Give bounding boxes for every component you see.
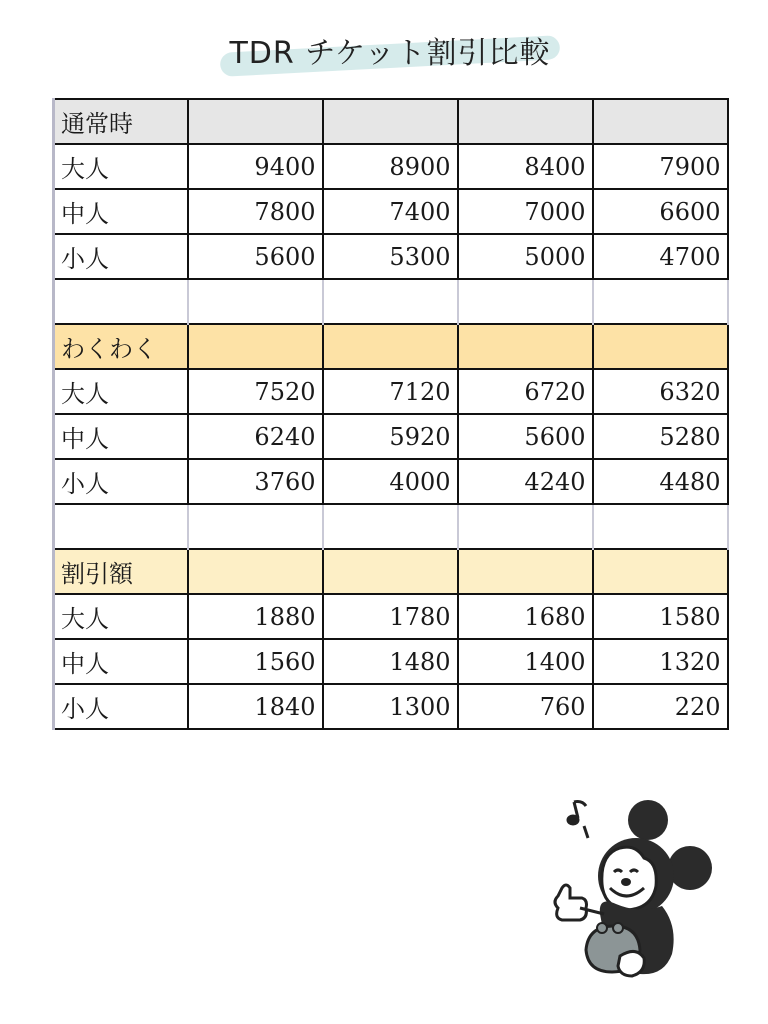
table-cell: 6720	[458, 369, 593, 414]
table-cell: 5280	[593, 414, 728, 459]
page-title: TDR チケット割引比較	[229, 36, 551, 71]
header-cell	[323, 99, 458, 144]
table-cell: 9400	[188, 144, 323, 189]
table-row	[54, 234, 728, 279]
table-cell: 4000	[323, 459, 458, 504]
table-cell: 5000	[458, 234, 593, 279]
spacer-cell	[323, 279, 458, 324]
section-header-row	[54, 99, 728, 144]
row-label: 中人	[54, 414, 188, 459]
table-cell: 4700	[593, 234, 728, 279]
table-cell: 7400	[323, 189, 458, 234]
music-note-icon	[568, 802, 588, 839]
price-comparison-table	[52, 98, 729, 730]
table-row	[54, 684, 728, 729]
table-row	[54, 369, 728, 414]
table-cell: 5600	[458, 414, 593, 459]
section-header-regular: 通常時	[54, 99, 188, 144]
section-header-row	[54, 549, 728, 594]
table-cell: 1680	[458, 594, 593, 639]
table-cell: 6600	[593, 189, 728, 234]
spacer-row	[54, 504, 728, 549]
table-cell: 7000	[458, 189, 593, 234]
table-row	[54, 414, 728, 459]
header-cell	[458, 99, 593, 144]
header-cell	[188, 549, 323, 594]
table-cell: 1560	[188, 639, 323, 684]
table-row	[54, 639, 728, 684]
table-cell: 1400	[458, 639, 593, 684]
spacer-cell	[54, 279, 188, 324]
row-label: 大人	[54, 369, 188, 414]
right-ear-icon	[668, 846, 712, 890]
table-cell: 1480	[323, 639, 458, 684]
table-cell: 5600	[188, 234, 323, 279]
left-ear-icon	[628, 800, 668, 840]
table-cell: 1580	[593, 594, 728, 639]
row-label: 小人	[54, 684, 188, 729]
spacer-cell	[323, 504, 458, 549]
header-cell	[593, 549, 728, 594]
title-block	[210, 24, 570, 76]
table-cell: 760	[458, 684, 593, 729]
table-cell: 7800	[188, 189, 323, 234]
table-row	[54, 459, 728, 504]
table-cell: 5920	[323, 414, 458, 459]
table-row	[54, 189, 728, 234]
row-label: 小人	[54, 234, 188, 279]
table-cell: 7900	[593, 144, 728, 189]
table-cell: 4240	[458, 459, 593, 504]
table-cell: 1300	[323, 684, 458, 729]
spacer-cell	[54, 504, 188, 549]
table-cell: 4480	[593, 459, 728, 504]
table-cell: 6320	[593, 369, 728, 414]
row-label: 中人	[54, 189, 188, 234]
spacer-cell	[593, 279, 728, 324]
header-cell	[458, 324, 593, 369]
section-header-discount: 割引額	[54, 549, 188, 594]
header-cell	[323, 324, 458, 369]
table-cell: 7120	[323, 369, 458, 414]
table-row	[54, 144, 728, 189]
spacer-cell	[458, 504, 593, 549]
table-cell: 6240	[188, 414, 323, 459]
mascot-illustration	[540, 796, 730, 996]
spacer-row	[54, 279, 728, 324]
header-cell	[188, 99, 323, 144]
table-cell: 8400	[458, 144, 593, 189]
spacer-cell	[188, 279, 323, 324]
spacer-cell	[593, 504, 728, 549]
table-cell: 1880	[188, 594, 323, 639]
table-cell: 220	[593, 684, 728, 729]
section-header-row	[54, 324, 728, 369]
header-cell	[188, 324, 323, 369]
table-cell: 3760	[188, 459, 323, 504]
header-cell	[323, 549, 458, 594]
table-cell: 1840	[188, 684, 323, 729]
header-cell	[593, 99, 728, 144]
section-header-wakuwaku: わくわく	[54, 324, 188, 369]
header-cell	[458, 549, 593, 594]
table-cell: 1320	[593, 639, 728, 684]
spacer-cell	[188, 504, 323, 549]
table-cell: 8900	[323, 144, 458, 189]
table-cell: 5300	[323, 234, 458, 279]
row-label: 小人	[54, 459, 188, 504]
hand-icon	[618, 951, 644, 976]
table-cell: 1780	[323, 594, 458, 639]
row-label: 大人	[54, 144, 188, 189]
table-row	[54, 594, 728, 639]
spacer-cell	[458, 279, 593, 324]
table-cell: 7520	[188, 369, 323, 414]
thumbs-up-hand-icon	[555, 885, 604, 920]
row-label: 中人	[54, 639, 188, 684]
header-cell	[593, 324, 728, 369]
row-label: 大人	[54, 594, 188, 639]
